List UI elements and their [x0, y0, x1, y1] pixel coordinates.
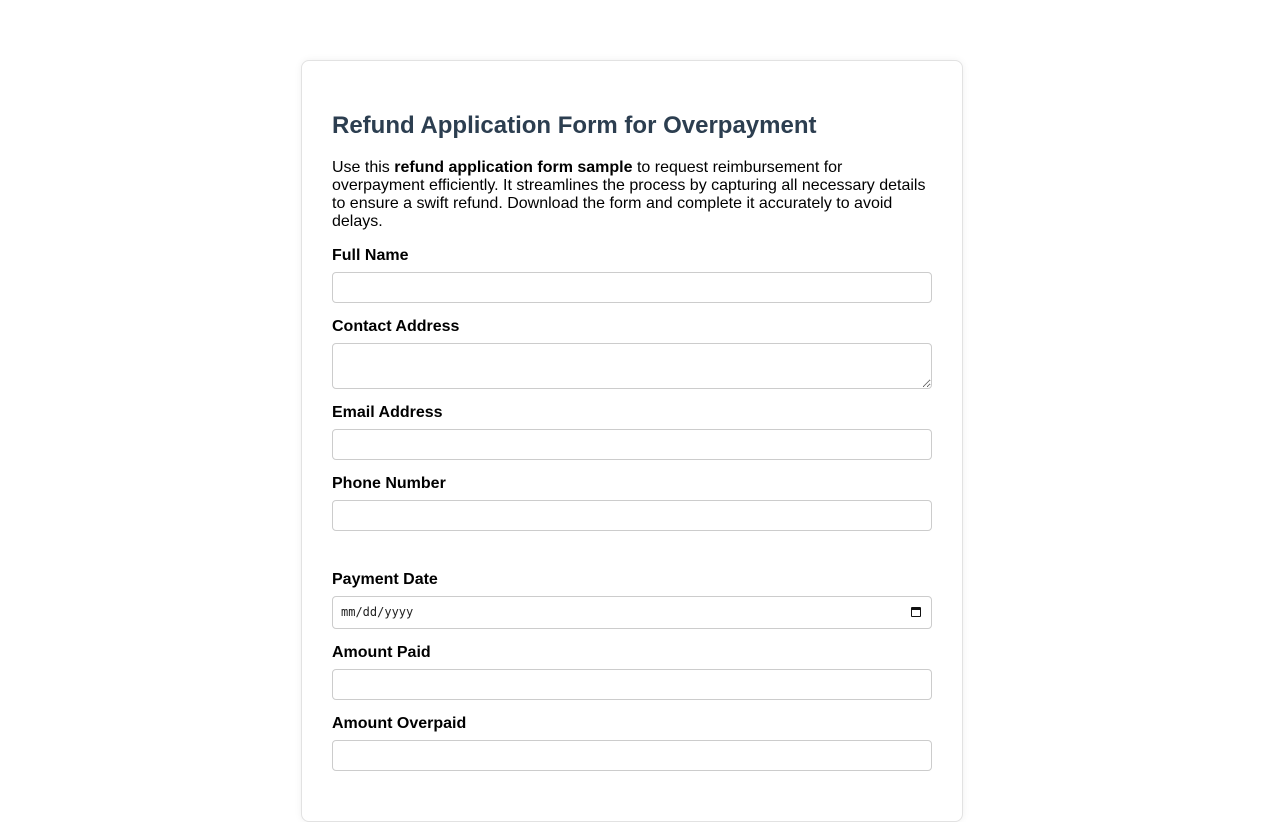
full-name-input[interactable] — [332, 272, 932, 303]
phone-label: Phone Number — [332, 475, 446, 492]
intro-before: Use this — [332, 159, 395, 176]
intro-text — [332, 159, 932, 231]
payment-date-label: Payment Date — [332, 571, 438, 588]
page-title: Refund Application Form for Overpayment — [332, 112, 817, 139]
amount-paid-input[interactable] — [332, 669, 932, 700]
amount-overpaid-label: Amount Overpaid — [332, 715, 467, 732]
phone-input[interactable] — [332, 500, 932, 531]
email-input[interactable] — [332, 429, 932, 460]
full-name-label: Full Name — [332, 247, 409, 264]
payment-date-input[interactable] — [332, 596, 932, 629]
calendar-icon[interactable] — [911, 607, 921, 617]
contact-address-label: Contact Address — [332, 318, 460, 335]
form-card — [301, 60, 963, 822]
amount-paid-label: Amount Paid — [332, 644, 431, 661]
intro-after: to request reimbursement for overpayment efficiently. It streamlines the process by capturing all necessary details to ensure a swift refund. Download the form and complete it accurately to avoid delays. — [332, 159, 926, 230]
intro-bold: refund application form sample — [394, 159, 633, 176]
amount-overpaid-input[interactable] — [332, 740, 932, 771]
contact-address-textarea[interactable] — [332, 343, 932, 389]
email-label: Email Address — [332, 404, 443, 421]
date-placeholder: mm/dd/yyyy — [341, 605, 414, 619]
